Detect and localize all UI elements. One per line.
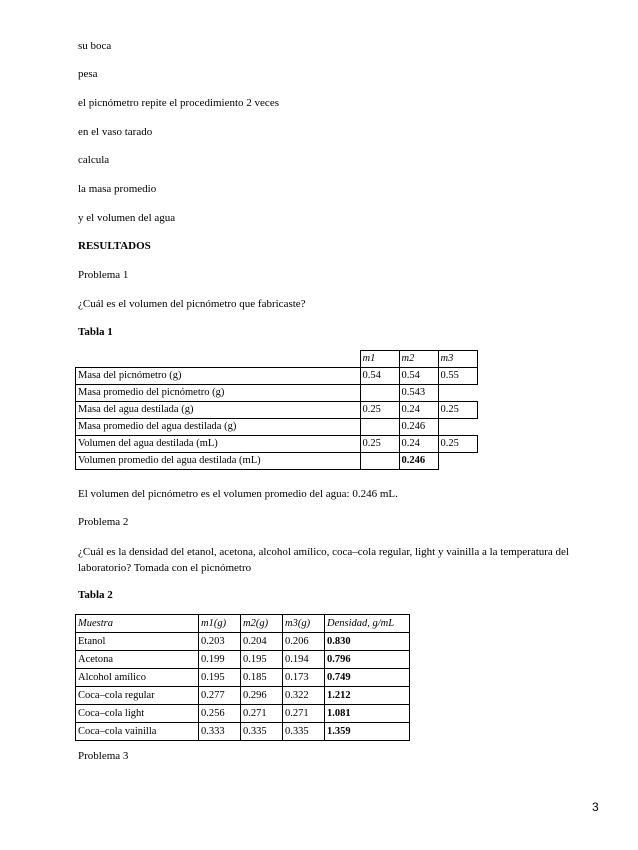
table-row [76, 419, 478, 436]
text-line: la masa promedio [78, 183, 157, 195]
cell: 0.277 [199, 687, 241, 705]
table-1-title: Tabla 1 [78, 326, 113, 338]
sample-name: Etanol [76, 633, 199, 651]
cell: 0.195 [199, 669, 241, 687]
table-row [76, 705, 410, 723]
table-row [76, 453, 478, 470]
table-2-header-row [76, 615, 410, 633]
row-label: Masa promedio del agua destilada (g) [76, 419, 361, 436]
table-row [76, 436, 478, 453]
density-cell: 0.749 [325, 669, 410, 687]
cell: 0.54 [360, 368, 399, 385]
cell: 0.271 [241, 705, 283, 723]
text-line: su boca [78, 40, 112, 52]
cell: 0.185 [241, 669, 283, 687]
table-2-header: Muestra [76, 615, 199, 633]
table-1-header: m3 [438, 351, 477, 368]
cell: 0.195 [241, 651, 283, 669]
table-1-header: m1 [360, 351, 399, 368]
sample-name: Acetona [76, 651, 199, 669]
cell: 0.55 [438, 368, 477, 385]
cell: 0.296 [241, 687, 283, 705]
density-cell: 1.212 [325, 687, 410, 705]
average-cell: 0.246 [399, 453, 438, 470]
cell: 0.206 [283, 633, 325, 651]
text-line: calcula [78, 154, 110, 166]
cell: 0.333 [199, 723, 241, 741]
average-cell: 0.543 [399, 385, 438, 402]
table-1-header-row [76, 351, 478, 368]
density-cell: 1.359 [325, 723, 410, 741]
table-2-header: m2(g) [241, 615, 283, 633]
text-line: pesa [78, 68, 98, 80]
cell: 0.203 [199, 633, 241, 651]
table-row [76, 687, 410, 705]
text-line: en el vaso tarado [78, 126, 153, 138]
table-row [76, 402, 478, 419]
row-label: Volumen promedio del agua destilada (mL) [76, 453, 361, 470]
cell: 0.335 [283, 723, 325, 741]
table-row [76, 385, 478, 402]
row-label: Masa del agua destilada (g) [76, 402, 361, 419]
sample-name: Coca–cola light [76, 705, 199, 723]
table-row [76, 368, 478, 385]
cell: 0.25 [360, 402, 399, 419]
cell: 0.256 [199, 705, 241, 723]
cell: 0.173 [283, 669, 325, 687]
text-line: el picnómetro repite el procedimiento 2 veces [78, 97, 279, 109]
cell: 0.25 [360, 436, 399, 453]
cell: 0.322 [283, 687, 325, 705]
sample-name: Alcohol amílico [76, 669, 199, 687]
table-2 [75, 614, 410, 741]
table-2-title: Tabla 2 [78, 589, 113, 601]
cell: 0.204 [241, 633, 283, 651]
cell: 0.25 [438, 436, 477, 453]
table-1 [75, 350, 478, 470]
problem-3-title: Problema 3 [78, 750, 129, 762]
density-cell: 0.830 [325, 633, 410, 651]
density-cell: 0.796 [325, 651, 410, 669]
sample-name: Coca–cola vainilla [76, 723, 199, 741]
problem-1-question: ¿Cuál es el volumen del picnómetro que fabricaste? [78, 298, 306, 310]
section-title: RESULTADOS [78, 240, 151, 252]
table-row [76, 723, 410, 741]
problem-2-question: ¿Cuál es la densidad del etanol, acetona, alcohol amílico, coca–cola regular, light y vainilla a la temperatura del laboratorio? Tomada con el picnómetro [78, 546, 569, 574]
problem-2-title: Problema 2 [78, 516, 129, 528]
cell: 0.54 [399, 368, 438, 385]
table-row [76, 651, 410, 669]
average-cell: 0.246 [399, 419, 438, 436]
cell: 0.24 [399, 436, 438, 453]
table-row [76, 633, 410, 651]
row-label: Masa del picnómetro (g) [76, 368, 361, 385]
cell: 0.194 [283, 651, 325, 669]
problem-1-title: Problema 1 [78, 269, 129, 281]
table-2-header: Densidad, g/mL [325, 615, 410, 633]
row-label: Volumen del agua destilada (mL) [76, 436, 361, 453]
table-2-header: m1(g) [199, 615, 241, 633]
text-line: y el volumen del agua [78, 212, 176, 224]
cell: 0.271 [283, 705, 325, 723]
cell: 0.24 [399, 402, 438, 419]
table-2-header: m3(g) [283, 615, 325, 633]
cell: 0.25 [438, 402, 477, 419]
density-cell: 1.081 [325, 705, 410, 723]
row-label: Masa promedio del picnómetro (g) [76, 385, 361, 402]
problem-1-conclusion: El volumen del picnómetro es el volumen promedio del agua: 0.246 mL. [78, 488, 398, 500]
table-1-header: m2 [399, 351, 438, 368]
sample-name: Coca–cola regular [76, 687, 199, 705]
cell: 0.199 [199, 651, 241, 669]
page-number: 3 [592, 800, 599, 814]
cell: 0.335 [241, 723, 283, 741]
table-row [76, 669, 410, 687]
